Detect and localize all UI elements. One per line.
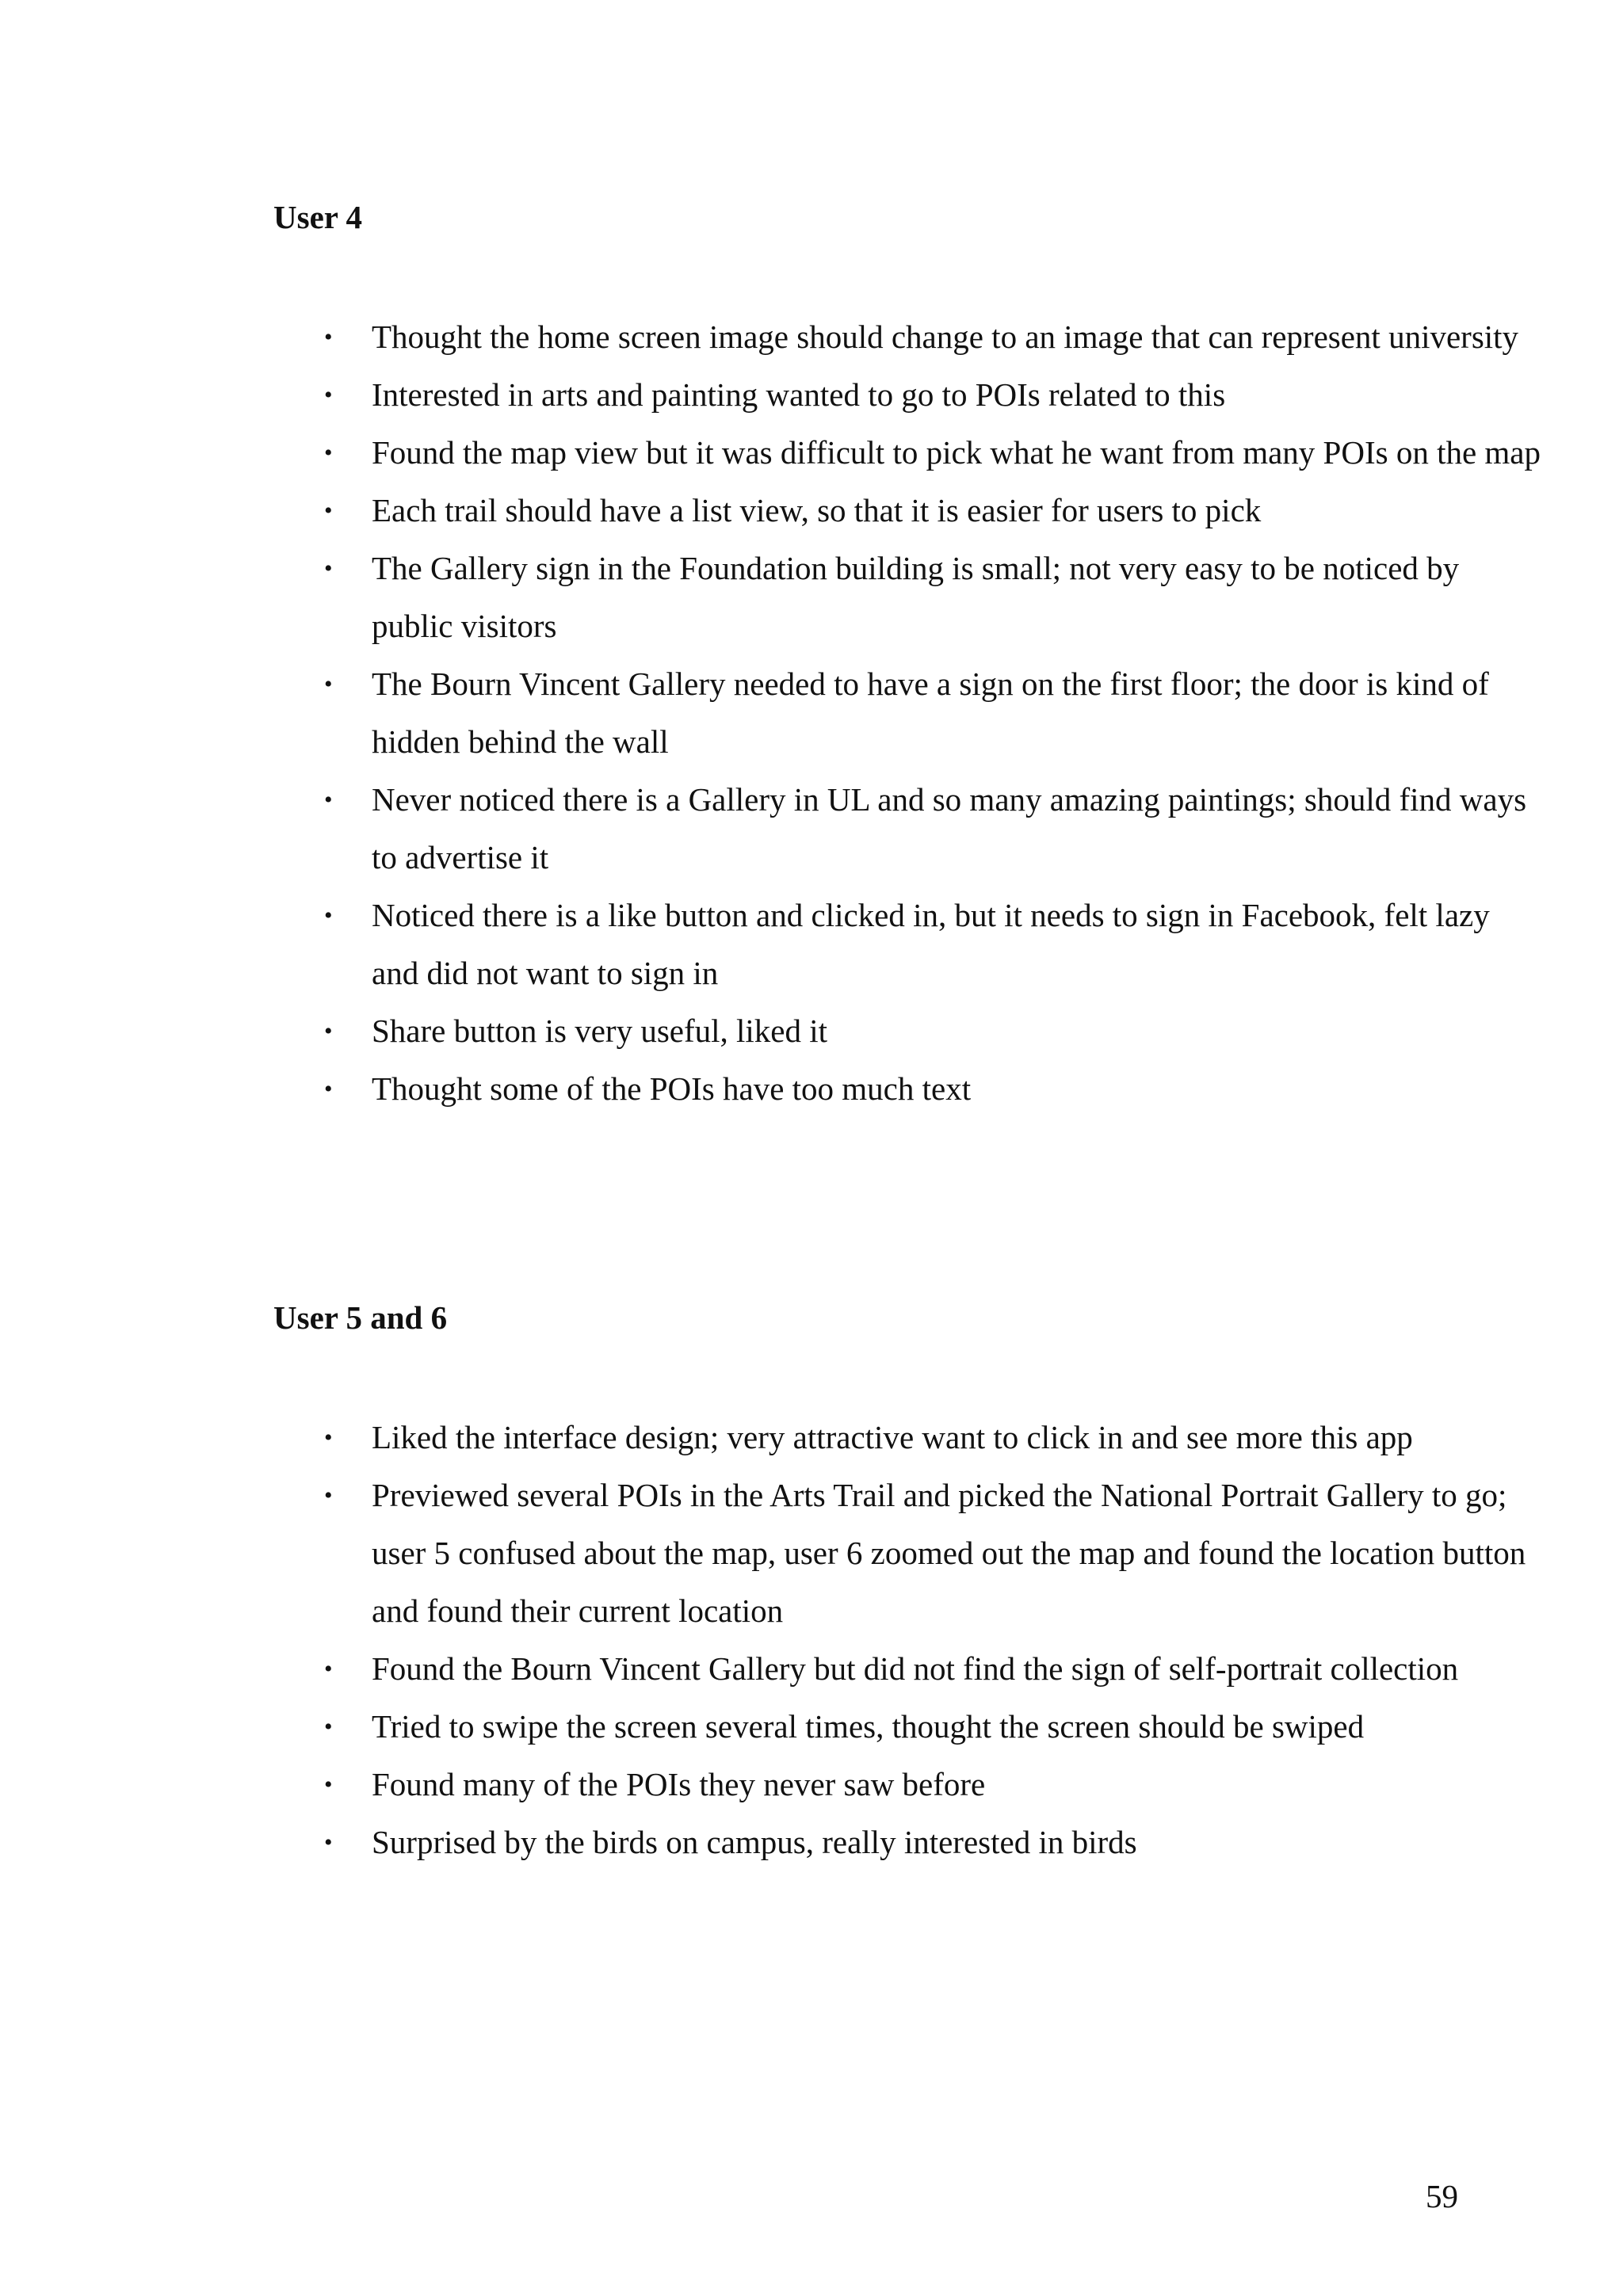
- list-item-text: Found the map view but it was difficult to pick what he want from many POIs on the map: [372, 434, 1541, 471]
- list-item-text: Thought some of the POIs have too much text: [372, 1070, 972, 1107]
- list-item: [273, 308, 1545, 366]
- section-user-5-and-6: [273, 1294, 1526, 1860]
- section-heading: User 5 and 6: [273, 1299, 448, 1336]
- list-item: [273, 424, 1545, 482]
- bullet-icon: •: [324, 1656, 333, 1682]
- list-item-text: Liked the interface design; very attractive want to click in and see more this app: [372, 1419, 1413, 1455]
- bullet-icon: •: [324, 1714, 333, 1740]
- bullet-icon: •: [324, 498, 333, 524]
- list-item: [273, 1466, 1545, 1640]
- list-item-text: Surprised by the birds on campus, really interested in birds: [372, 1824, 1137, 1860]
- bullet-icon: •: [324, 1425, 333, 1451]
- list-item-text: Each trail should have a list view, so that it is easier for users to pick: [372, 492, 1262, 528]
- list-item: [273, 1698, 1545, 1756]
- section-heading: User 4: [273, 199, 362, 235]
- list-item: [273, 887, 1545, 1002]
- bullet-list: [273, 308, 1541, 1118]
- list-item: [273, 655, 1545, 771]
- list-item-text: The Gallery sign in the Foundation building is small; not very easy to be noticed by public visitors: [372, 550, 1460, 644]
- list-item-text: Interested in arts and painting wanted to go to POIs related to this: [372, 376, 1226, 413]
- list-item: [273, 366, 1545, 424]
- page-number: 59: [1426, 2178, 1458, 2214]
- list-item-text: Never noticed there is a Gallery in UL and so many amazing paintings; should find ways to advertise it: [372, 781, 1527, 875]
- list-item-text: Found many of the POIs they never saw before: [372, 1766, 986, 1802]
- section-user-4: [273, 193, 1541, 1107]
- list-item-text: Noticed there is a like button and clicked in, but it needs to sign in Facebook, felt lazy and did not want to sign in: [372, 897, 1490, 991]
- bullet-list: [273, 1409, 1526, 1871]
- bullet-icon: •: [324, 902, 333, 929]
- list-item: [273, 1409, 1545, 1466]
- list-item: [273, 1756, 1545, 1814]
- list-item-text: Share button is very useful, liked it: [372, 1013, 828, 1049]
- bullet-icon: •: [324, 1482, 333, 1508]
- bullet-icon: •: [324, 382, 333, 408]
- list-item: [273, 1640, 1545, 1698]
- bullet-icon: •: [324, 555, 333, 582]
- list-item-text: Previewed several POIs in the Arts Trail and picked the National Portrait Gallery to go; user 5 confused about the map, user 6 zoomed out the map and found the location button and found their current location: [372, 1477, 1526, 1629]
- bullet-icon: •: [324, 671, 333, 697]
- list-item: [273, 1814, 1545, 1871]
- list-item: [273, 540, 1545, 655]
- list-item: [273, 1060, 1545, 1118]
- bullet-icon: •: [324, 440, 333, 466]
- list-item: [273, 482, 1545, 540]
- list-item: [273, 771, 1545, 887]
- list-item-text: Found the Bourn Vincent Gallery but did not find the sign of self-portrait collection: [372, 1650, 1459, 1687]
- bullet-icon: •: [324, 1018, 333, 1044]
- bullet-icon: •: [324, 1076, 333, 1102]
- list-item-text: The Bourn Vincent Gallery needed to have a sign on the first floor; the door is kind of hidden behind the wall: [372, 666, 1489, 760]
- bullet-icon: •: [324, 787, 333, 813]
- bullet-icon: •: [324, 1772, 333, 1798]
- list-item: [273, 1002, 1545, 1060]
- list-item-text: Thought the home screen image should change to an image that can represent university: [372, 318, 1519, 355]
- bullet-icon: •: [324, 1829, 333, 1855]
- bullet-icon: •: [324, 324, 333, 350]
- list-item-text: Tried to swipe the screen several times, thought the screen should be swiped: [372, 1708, 1365, 1745]
